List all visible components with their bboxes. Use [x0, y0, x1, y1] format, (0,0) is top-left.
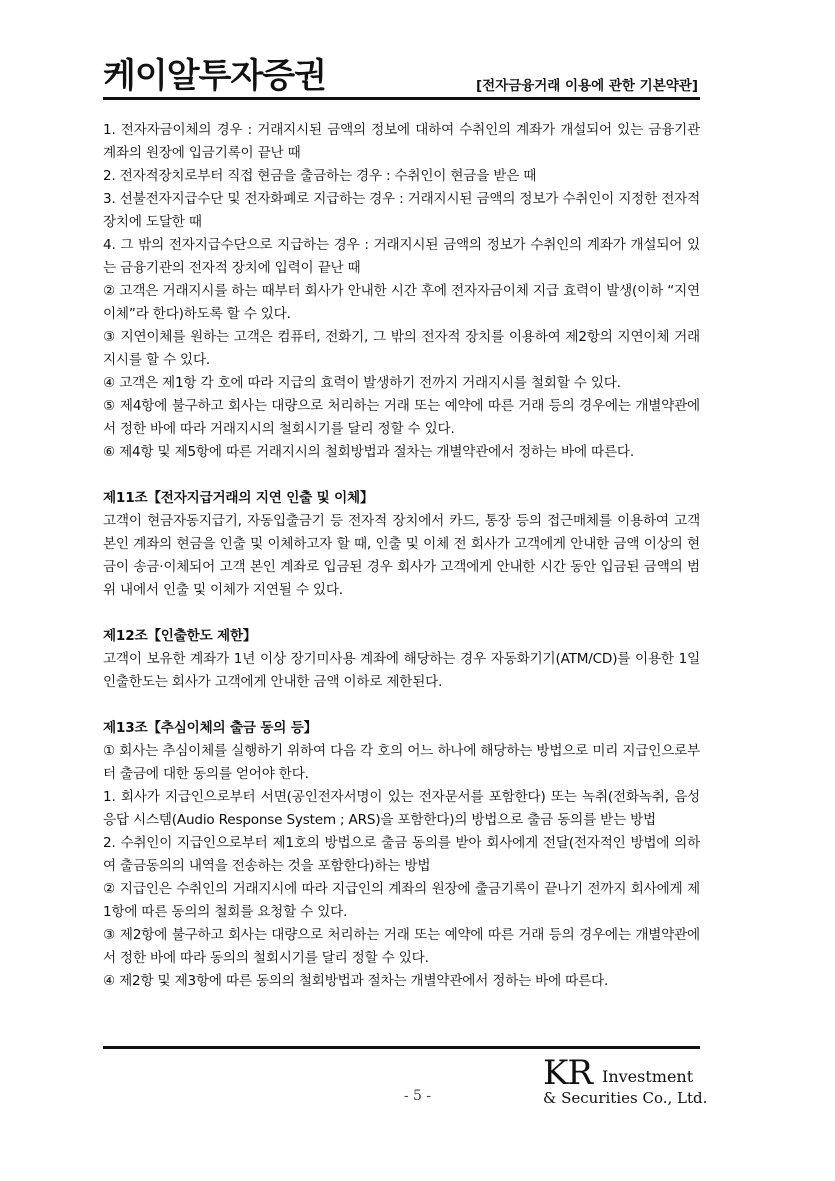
- article-13-paragraph: ② 지급인은 수취인의 거래지시에 따라 지급인의 계좌의 원장에 출금기록이 끝나기 전까지 회사에게 제1항에 따른 동의의 철회를 요청할 수 있다.: [103, 881, 700, 920]
- article-13-heading: 제13조【추심이체의 출금 동의 등】: [103, 720, 318, 736]
- article-11-heading: 제11조【전자지급거래의 지연 인출 및 이체】: [103, 490, 374, 506]
- logo-kr: KR: [543, 1053, 592, 1093]
- article-12-heading: 제12조【인출한도 제한】: [103, 628, 257, 644]
- article-13-paragraph: 2. 수취인이 지급인으로부터 제1호의 방법으로 출금 동의를 받아 회사에게 전달(전자적인 방법에 의하여 출금동의의 내역을 전송하는 것을 포함한다)하는 방법: [103, 835, 700, 874]
- page-number: - 5 -: [403, 1088, 432, 1104]
- paragraph: 3. 선불전자지급수단 및 전자화폐로 지급하는 경우 : 거래지시된 금액의 정보가 수취인이 지정한 전자적 장치에 도달한 때: [103, 191, 700, 230]
- company-logo: [543, 1053, 708, 1111]
- article-13-paragraph: ④ 제2항 및 제3항에 따른 동의의 철회방법과 절차는 개별약관에서 정하는 바에 따른다.: [103, 973, 609, 989]
- paragraph: ③ 지연이체를 원하는 고객은 컴퓨터, 전화기, 그 밖의 전자적 장치를 이용하여 제2항의 지연이체 거래지시를 할 수 있다.: [103, 329, 700, 368]
- paragraph: ⑥ 제4항 및 제5항에 따른 거래지시의 철회방법과 절차는 개별약관에서 정하는 바에 따른다.: [103, 444, 634, 460]
- paragraph: 4. 그 밖의 전자지급수단으로 지급하는 경우 : 거래지시된 금액의 정보가 수취인의 계좌가 개설되어 있는 금융기관의 전자적 장치에 입력이 끝난 때: [103, 237, 700, 276]
- company-brand: 케이알투자증권: [103, 56, 326, 96]
- paragraph: ② 고객은 거래지시를 하는 때부터 회사가 안내한 시간 후에 전자자금이체 지급 효력이 발생(이하 “지연이체”라 한다)하도록 할 수 있다.: [103, 283, 700, 322]
- header-divider: [103, 97, 700, 100]
- document-title: [전자금융거래 이용에 관한 기본약관]: [475, 78, 698, 94]
- paragraph: ④ 고객은 제1항 각 호에 따라 지급의 효력이 발생하기 전까지 거래지시를 철회할 수 있다.: [103, 375, 621, 391]
- document-body: [103, 119, 700, 993]
- logo-line-1: Investment: [602, 1067, 694, 1086]
- paragraph: 2. 전자적장치로부터 직접 현금을 출금하는 경우 : 수취인이 현금을 받은 때: [103, 168, 537, 184]
- logo-line-2: & Securities Co., Ltd.: [543, 1089, 708, 1107]
- paragraph: 1. 전자자금이체의 경우 : 거래지시된 금액의 정보에 대하여 수취인의 계좌가 개설되어 있는 금융기관 계좌의 원장에 입금기록이 끝난 때: [103, 122, 700, 161]
- article-13-paragraph: 1. 회사가 지급인으로부터 서면(공인전자서명이 있는 전자문서를 포함한다) 또는 녹취(전화녹취, 음성응답 시스템(Audio Response System ; ARS)을 포함한다)의 방법으로 출금 동의를 받는 방법: [103, 789, 700, 828]
- article-12-text: 고객이 보유한 계좌가 1년 이상 장기미사용 계좌에 해당하는 경우 자동화기기(ATM/CD)를 이용한 1일 인출한도는 회사가 고객에게 안내한 금액 이하로 제한된다.: [103, 651, 700, 690]
- footer-divider: [103, 1046, 700, 1049]
- article-11-text: 고객이 현금자동지급기, 자동입출금기 등 전자적 장치에서 카드, 통장 등의 접근매체를 이용하여 고객 본인 계좌의 현금을 인출 및 이체하고자 할 때, 인출 및 이체 전 회사가 고객에게 안내한 금액 이상의 현금이 송금·이체되어 고객 본인 계좌로 입금된 경우 회사가 고객에게 안내한 시간 동안 입금된 금액의 범위 내에서 인출 및 이체가 지연될 수 있다.: [103, 513, 700, 598]
- article-13-paragraph: ① 회사는 추심이체를 실행하기 위하여 다음 각 호의 어느 하나에 해당하는 방법으로 미리 지급인으로부터 출금에 대한 동의를 얻어야 한다.: [103, 743, 700, 782]
- paragraph: ⑤ 제4항에 불구하고 회사는 대량으로 처리하는 거래 또는 예약에 따른 거래 등의 경우에는 개별약관에서 정한 바에 따라 거래지시의 철회시기를 달리 정할 수 있다.: [103, 398, 700, 437]
- article-13-paragraph: ③ 제2항에 불구하고 회사는 대량으로 처리하는 거래 또는 예약에 따른 거래 등의 경우에는 개별약관에서 정한 바에 따라 동의의 철회시기를 달리 정할 수 있다.: [103, 927, 700, 966]
